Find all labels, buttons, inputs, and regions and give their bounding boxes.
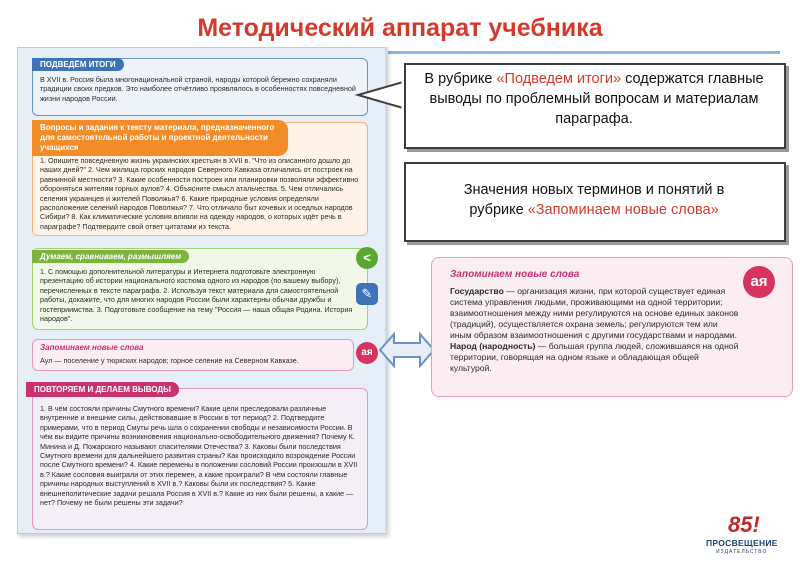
summary-text: В XVII в. Россия была многонациональной страной, народы которой бережно сохраняли традиции своих предков. Это наиболее отчётливо проявлялось в особенностях повседневной жизни народов России.: [40, 75, 356, 103]
logo-name: ПРОСВЕЩЕНИЕ: [706, 538, 778, 548]
callout1-rest: содержатся главные выводы по проблемный вопросам и материалам параграфа.: [429, 71, 764, 127]
callout1-accent: «Подведем итоги»: [496, 71, 622, 87]
summary-callout-text: [410, 69, 778, 129]
edit-icon[interactable]: ✎: [356, 283, 378, 305]
def-state: — организация жизни, при которой существует единая система управления людьми, проживающими на одной территории; взаимоотношения между ними регулируются на основе единых законов (традиций), осуществляется охрана земель; регулируются тем или иным образом взаимоотношения с другими государствами и народами.: [450, 286, 739, 340]
repeat-header: ПОВТОРЯЕМ И ДЕЛАЕМ ВЫВОДЫ: [26, 382, 179, 397]
questions-header: Вопросы и задания к тексту материала, предназначенного для самостоятельной работы и проектной деятельности учащихся: [32, 120, 288, 156]
def-people: — большая группа людей, сложившаяся на одной территории, говорящая на одном языке и обладающая общей культурой.: [450, 341, 739, 373]
slide-title: Методический аппарат учебника: [197, 14, 603, 42]
card-body: [450, 286, 740, 374]
term-people: Народ (народность): [450, 341, 536, 351]
card-title: Запоминаем новые слова: [450, 269, 580, 280]
logo-subtitle: ИЗДАТЕЛЬСТВО: [716, 549, 768, 555]
callout2-line1: Значения новых терминов и понятий в: [463, 182, 725, 198]
callout1-prefix: В рубрике: [424, 71, 497, 87]
think-header: Думаем, сравниваем, размышляем: [32, 250, 189, 263]
double-arrow-icon: [380, 334, 434, 366]
textbook-page: [17, 47, 387, 534]
questions-text: 1. Опишите повседневную жизнь украинских крестьян в XVII в. "Что из описанного дошло до наших дней?" 2. Чем жилища горских народов Северного Кавказа отличались от построек на равнинной местности? 3. Какие особенности построек или планировки позволяли эффективно обороняться жителям горных аулов? 4. Объясните смысл атальчества. 5. Чем отличались селения украинцев и жителей Поволжья? 6. Какие природные условия определяли расположение селений народов Поволжья? 7. Что отличало быт кочевых и оседлых народов Сибири? 8. Как климатические условия влияли на одежду народов, о которых идёт речь в параграфе? Подтвердите свой ответ цитатами из текста.: [40, 156, 359, 231]
callout2-accent: «Запоминаем новые слова»: [527, 202, 719, 218]
words-callout-text: [410, 180, 778, 220]
term-state: Государство: [450, 286, 504, 296]
callout2-prefix: рубрике: [469, 202, 528, 218]
new-words-card: [431, 257, 793, 397]
think-text: 1. С помощью дополнительной литературы и Интернета подготовьте электронную презентацию об истории национального костюма одного из народов (по вашему выбору), перечисленных в тексте параграфа. 2. Используя текст материала для самостоятельной работы, докажите, что для многих народов России были характерны обычаи дружбы и гостеприимства. 3. Подготовьте сообщение на тему "Россия — наша общая Родина. История народов".: [40, 267, 353, 324]
repeat-text: 1. В чём состояли причины Смутного времени? Какие цели преследовали различные внутренние и внешние силы, действовавшие в России в тот период? 2. Подтвердите примерами, что в период Смуты речь шла о сохранении свободы и независимости России. В чём вы видите причины возникновения национально-освободительного движения? Почему К. Минина и Д. Пожарского называют спасителями Отечества? 3. Каковы были последствия Смутного времени для дальнейшего развития страны? Как происходило возрождение России после Смутного времени? 4. Какие перемены в положении сословий России произошли в XVII в.? Какие сословия выиграли от этих перемен, а какие проиграли? В чём состояли главные причины народных выступлений в XVII в.? Каковы были их последствия? 5. Какие внешнеполитические задачи решала Россия в XVII в.? Какие из них были решены, а какие — нет? Почему не были решены эти задачи?: [40, 404, 358, 508]
dictionary-icon[interactable]: ая: [356, 342, 378, 364]
logo-anniversary: 85!: [728, 512, 760, 537]
summary-header: ПОДВЕДЁМ ИТОГИ: [32, 58, 124, 71]
back-arrow-icon[interactable]: <: [356, 247, 378, 269]
dictionary-icon: ая: [743, 266, 775, 298]
words-header: Запоминаем новые слова: [40, 343, 144, 352]
page-edge: [385, 47, 388, 532]
words-text: Аул — поселение у тюркских народов; горное селение на Северном Кавказе.: [40, 356, 299, 365]
